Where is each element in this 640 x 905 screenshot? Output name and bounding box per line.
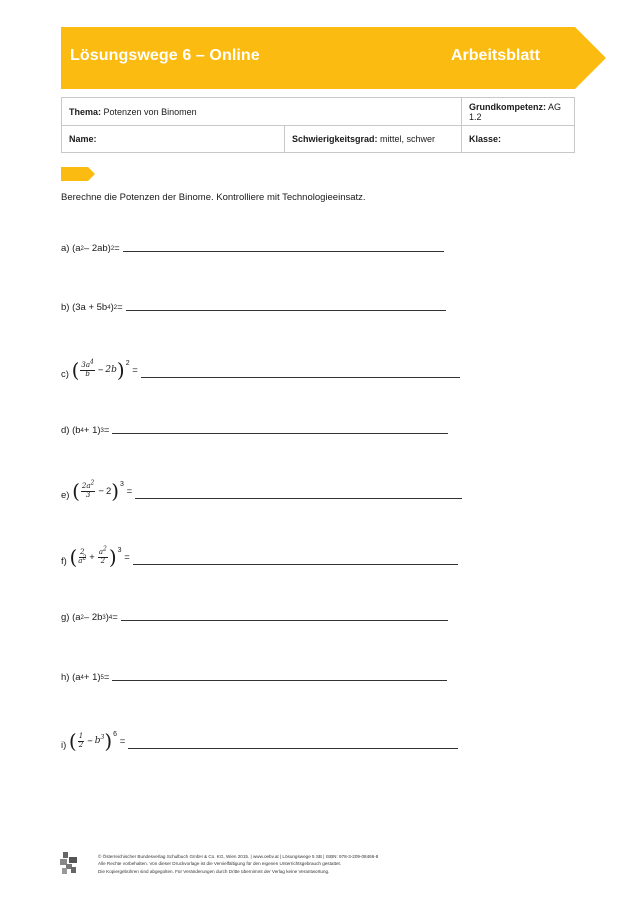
klasse-label: Klasse:: [469, 134, 502, 144]
worksheet-series-title: Lösungswege 6 – Online: [70, 47, 260, 64]
task-label: b): [61, 302, 70, 313]
answer-line[interactable]: [128, 748, 458, 749]
task-expression: (b 4 + 1) 3 =: [72, 425, 110, 436]
task-f: [61, 547, 458, 567]
publisher-logo-icon: [60, 852, 78, 874]
task-expression: (3a + 5b 4 ) 2 =: [72, 302, 123, 313]
answer-line[interactable]: [121, 620, 448, 621]
task-expression: ( $\frac{2}{a^2}$ + $\frac{a^2}{2}$ ) 3 =: [69, 545, 130, 569]
task-expression: (a 2 – 2b 3 ) 4 =: [72, 612, 118, 623]
task-marker: [61, 167, 88, 181]
grundkompetenz-cell: [462, 98, 575, 126]
answer-line[interactable]: [141, 377, 460, 378]
grundkompetenz-value: AG 1.2: [469, 101, 562, 122]
name-label: Name:: [69, 134, 97, 144]
task-label: d): [61, 425, 70, 436]
task-h: [61, 672, 447, 683]
worksheet-type-label: Arbeitsblatt: [451, 47, 540, 64]
name-cell[interactable]: [62, 126, 285, 153]
task-g: [61, 612, 448, 623]
schwierigkeit-value: mittel, schwer: [380, 134, 436, 144]
task-marker-arrow: [88, 167, 95, 181]
schwierigkeit-label: Schwierigkeitsgrad:: [292, 134, 378, 144]
schwierigkeit-cell: [285, 126, 462, 153]
task-b: [61, 302, 446, 313]
answer-line[interactable]: [133, 564, 458, 565]
task-label: c): [61, 369, 69, 380]
info-table: [61, 97, 575, 153]
task-a: [61, 243, 444, 254]
task-expression: (a 2 – 2ab) 2 =: [72, 243, 120, 254]
task-expression: ( $\frac{3a^4}{b}$ − 2b ) 2 =: [71, 358, 138, 382]
task-e: [61, 481, 462, 501]
task-label: e): [61, 490, 70, 501]
answer-line[interactable]: [123, 251, 444, 252]
footer-line-1: © Österreichischer Bundesverlag Schulbuch GmbH & Co. KG, Wien 2015. | www.oebv.at | Lösungswege 5 SB | ISBN: 978-3-209-08466-8: [98, 854, 379, 859]
klasse-cell[interactable]: [462, 126, 575, 153]
task-d: [61, 425, 448, 436]
task-label: a): [61, 243, 70, 254]
thema-label: Thema:: [69, 106, 102, 117]
footer-line-3: Die Kopiergebühren sind abgegolten. Für Veränderungen durch Dritte übernimmt der Verlag keine Verantwortung.: [98, 868, 330, 874]
task-label: h): [61, 672, 70, 683]
thema-cell: [62, 98, 462, 126]
thema-value: Potenzen von Binomen: [103, 106, 197, 117]
task-c: [61, 360, 460, 380]
answer-line[interactable]: [135, 498, 462, 499]
task-label: g): [61, 612, 70, 623]
header-banner-arrow: [575, 27, 606, 89]
task-expression: (a 4 + 1) 5 =: [72, 672, 110, 683]
answer-line[interactable]: [112, 433, 448, 434]
task-i: [61, 731, 458, 751]
task-expression: ( $\frac{2a^2}{3}$ − 2 ) 3 =: [72, 479, 133, 503]
instruction-text: Berechne die Potenzen der Binome. Kontrolliere mit Technologieeinsatz.: [61, 192, 366, 203]
footer-line-2: Alle Rechte vorbehalten. Von dieser Druckvorlage ist die Vervielfältigung für den eigenen Unterrichtsgebrauch gestattet.: [98, 861, 342, 867]
task-expression: ( $\frac{1}{2}$ − $b^3$ ) 6 =: [68, 729, 126, 753]
task-label: f): [61, 556, 67, 567]
grundkompetenz-label: Grundkompetenz:: [469, 101, 547, 112]
answer-line[interactable]: [126, 310, 446, 311]
footer-copyright: [98, 853, 378, 875]
task-label: i): [61, 740, 67, 751]
answer-line[interactable]: [112, 680, 447, 681]
